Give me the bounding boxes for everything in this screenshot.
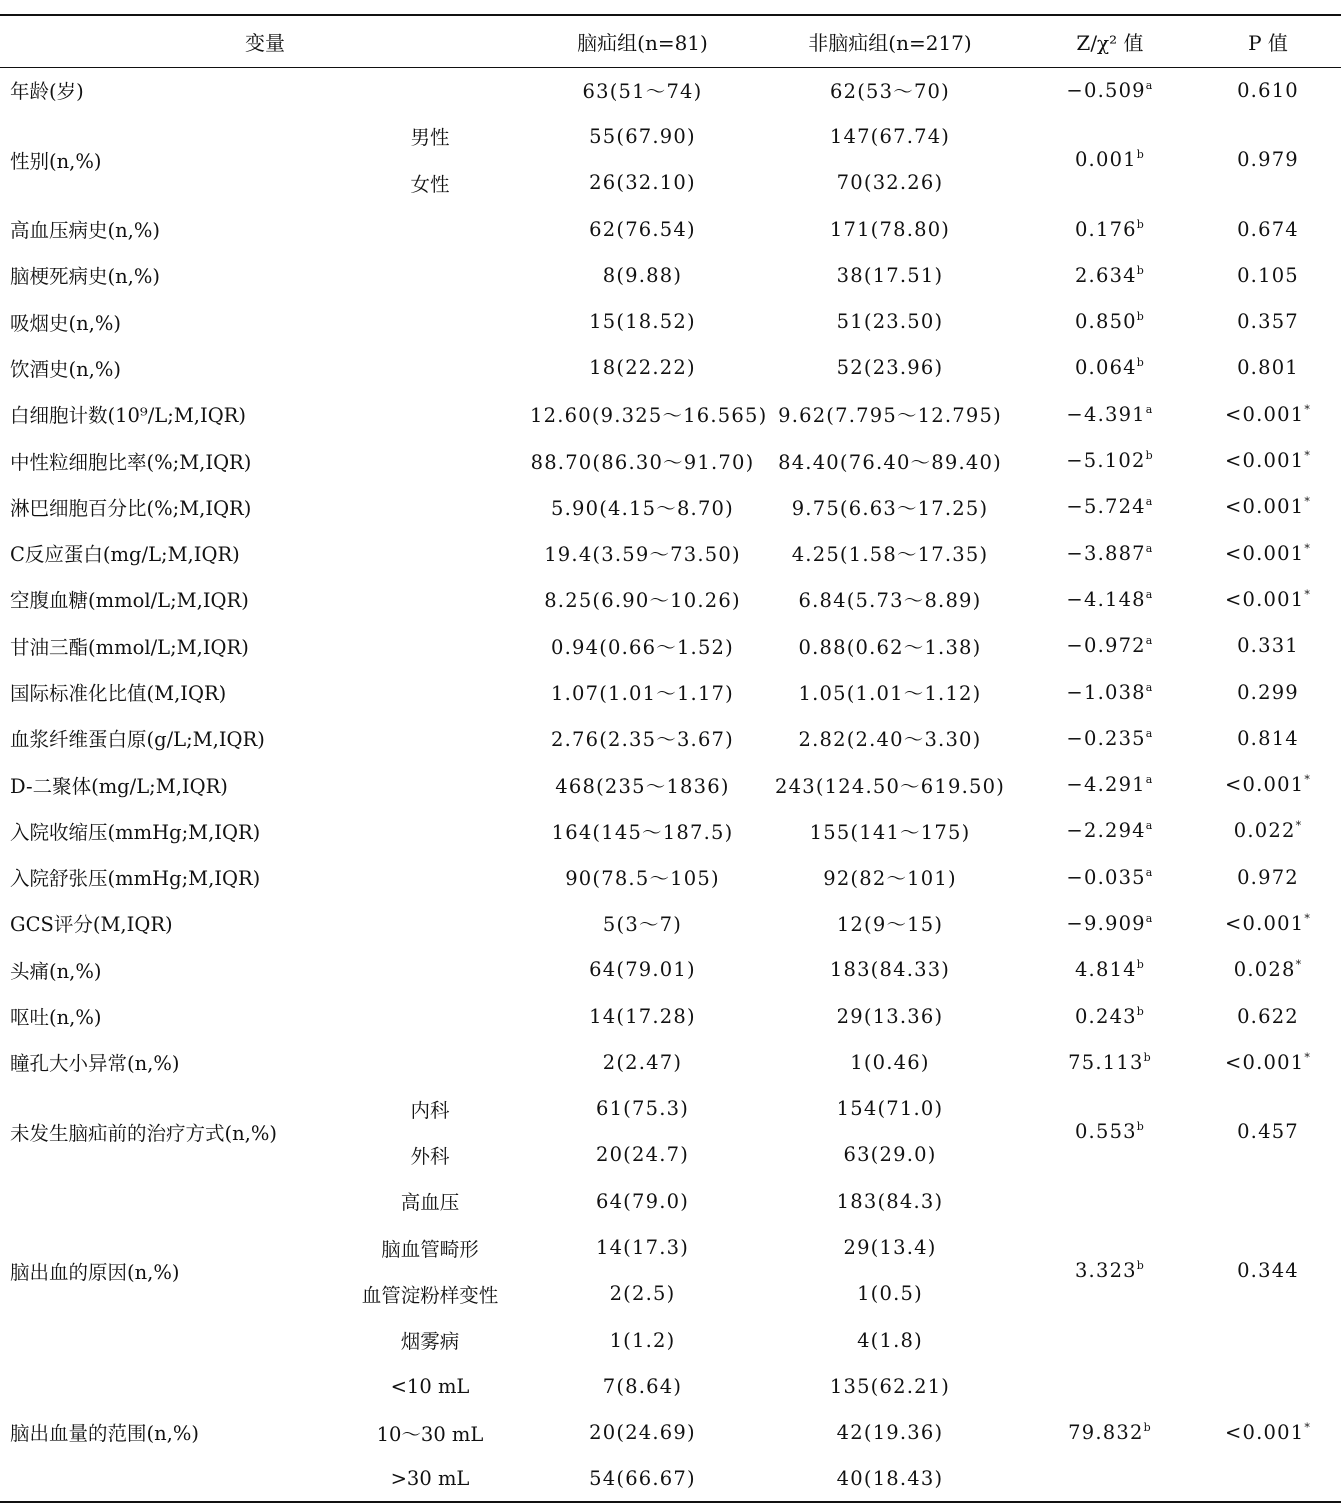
table-row [0, 715, 1341, 761]
subgroup-cell [330, 761, 530, 807]
group1-cell: 2(2.5) [609, 1282, 676, 1306]
stat-value: −4.148 [1066, 587, 1146, 611]
stat-mark: b [1136, 1259, 1146, 1273]
stat-mark: a [1145, 680, 1154, 694]
table-row [0, 761, 1341, 807]
stat-cell [1025, 947, 1195, 993]
group2-cell: 63(29.0) [843, 1143, 937, 1167]
stat-value: −0.972 [1066, 634, 1146, 658]
p-value: 0.622 [1237, 1004, 1299, 1028]
p-value: <0.001 [1224, 911, 1305, 935]
group1-cell: 5(3～7) [602, 913, 683, 937]
stat-mark: b [1136, 958, 1146, 972]
group1-cell: 90(78.5～105) [565, 867, 720, 891]
table-row [0, 854, 1341, 900]
subgroup-cell [330, 530, 530, 576]
table-row [0, 1039, 1341, 1085]
stat-value: −1.038 [1066, 680, 1146, 704]
p-value: 0.674 [1237, 217, 1299, 241]
stat-mark: b [1136, 356, 1146, 370]
table-row [0, 484, 1341, 530]
table-row [0, 623, 1341, 669]
group1-cell: 1.07(1.01～1.17) [551, 682, 734, 705]
p-value: <0.001 [1224, 402, 1305, 426]
subgroup-cell [330, 993, 530, 1039]
subgroup-cell: 内科 [410, 1098, 450, 1122]
group1-cell: 164(145～187.5) [551, 820, 734, 844]
p-value: 0.331 [1237, 634, 1299, 658]
p-cell [1195, 530, 1341, 576]
p-mark: * [1304, 911, 1312, 925]
stat-mark: a [1145, 634, 1154, 648]
group2-cell: 1(0.46) [850, 1050, 930, 1074]
stat-cell [1025, 1039, 1195, 1085]
group1-cell: 14(17.3) [595, 1236, 690, 1260]
group1-cell: 20(24.7) [595, 1143, 690, 1167]
stat-value: −5.102 [1066, 449, 1146, 473]
table-row [0, 391, 1341, 437]
subgroup-cell [330, 1039, 530, 1085]
stat-cell [1025, 1086, 1195, 1179]
p-value: 0.022 [1233, 819, 1296, 843]
p-mark: * [1295, 819, 1303, 833]
stat-cell [1025, 67, 1195, 113]
stat-cell [1025, 669, 1195, 715]
group2-cell: 243(124.50～619.50) [775, 774, 1005, 798]
subgroup-cell [330, 298, 530, 344]
group2-cell: 38(17.51) [836, 263, 944, 287]
group2-cell: 42(19.36) [836, 1421, 944, 1445]
stat-mark: a [1145, 865, 1154, 879]
p-value: <0.001 [1224, 449, 1305, 473]
p-cell [1195, 576, 1341, 622]
p-mark: * [1304, 402, 1312, 416]
group1-cell: 8.25(6.90～10.26) [544, 589, 741, 613]
group2-cell: 52(23.96) [836, 356, 944, 380]
stat-value: 0.243 [1074, 1004, 1137, 1028]
stat-cell [1025, 298, 1195, 344]
group1-cell: 2(2.47) [602, 1050, 683, 1074]
table-row [0, 576, 1341, 622]
stat-value: −0.035 [1066, 865, 1146, 889]
group1-cell: 88.70(86.30～91.70) [530, 450, 755, 474]
p-mark: * [1304, 1050, 1312, 1064]
p-value: 0.610 [1237, 78, 1299, 102]
p-cell [1195, 484, 1341, 530]
stat-value: 0.176 [1074, 217, 1137, 241]
variable-cell: 甘油三酯(mmol/L;M,IQR) [10, 635, 249, 659]
group1-cell: 468(235～1836) [555, 774, 730, 798]
subgroup-cell: 10～30 mL [376, 1422, 484, 1446]
p-cell [1195, 113, 1341, 206]
stat-cell [1025, 576, 1195, 622]
stat-value: 0.001 [1074, 148, 1137, 172]
group2-cell: 155(141～175) [809, 820, 971, 844]
table-body [0, 67, 1341, 1502]
group1-cell: 0.94(0.66～1.52) [551, 635, 734, 659]
subgroup-cell: 男性 [410, 126, 450, 150]
group2-cell: 154(71.0) [836, 1097, 944, 1121]
stat-mark: b [1136, 263, 1146, 277]
header-row [0, 15, 1341, 67]
group2-cell: 2.82(2.40～3.30) [798, 728, 982, 752]
variable-cell: 性别(n,%) [10, 149, 102, 173]
p-value: <0.001 [1224, 587, 1305, 611]
table-row [0, 993, 1341, 1039]
stat-value: −5.724 [1066, 495, 1146, 519]
group1-cell: 2.76(2.35～3.67) [551, 728, 734, 752]
group2-cell: 135(62.21) [829, 1374, 951, 1398]
group2-cell: 40(18.43) [836, 1467, 944, 1491]
variable-cell: GCS评分(M,IQR) [10, 913, 173, 937]
variable-cell: 未发生脑疝前的治疗方式(n,%) [10, 1121, 278, 1145]
group1-cell: 12.60(9.325～16.565) [530, 404, 768, 428]
stat-value: −3.887 [1066, 541, 1146, 565]
p-value: 0.972 [1237, 865, 1299, 889]
stat-cell [1025, 623, 1195, 669]
subgroup-cell [330, 206, 530, 252]
subgroup-cell [330, 715, 530, 761]
variable-cell: 年龄(岁) [10, 80, 84, 104]
stat-cell [1025, 345, 1195, 391]
variable-cell: 白细胞计数(10⁹/L;M,IQR) [10, 404, 246, 428]
table-row [0, 437, 1341, 483]
p-value: 0.105 [1237, 263, 1299, 287]
p-mark: * [1304, 1420, 1312, 1434]
stat-mark: a [1145, 819, 1154, 833]
subgroup-cell [330, 623, 530, 669]
stat-mark: b [1136, 1004, 1146, 1018]
subgroup-cell [330, 669, 530, 715]
group2-cell: 4.25(1.58～17.35) [791, 543, 989, 567]
stat-mark: b [1143, 1420, 1152, 1434]
subgroup-cell [330, 437, 530, 483]
table-row [0, 113, 1341, 159]
stat-mark: b [1136, 1120, 1146, 1134]
group2-cell: 1(0.5) [857, 1282, 923, 1306]
p-value: 0.344 [1237, 1259, 1299, 1283]
stat-mark: a [1145, 495, 1154, 509]
p-value: <0.001 [1224, 495, 1305, 519]
header-p: P 值 [1195, 15, 1341, 67]
header-variable: 变量 [0, 15, 530, 67]
variable-cell: 吸烟史(n,%) [10, 311, 122, 335]
p-value: 0.801 [1237, 356, 1299, 380]
group1-cell: 5.90(4.15～8.70) [551, 496, 734, 520]
p-value: <0.001 [1224, 541, 1305, 565]
variable-cell: 淋巴细胞百分比(%;M,IQR) [10, 496, 252, 520]
p-cell [1195, 206, 1341, 252]
p-cell [1195, 345, 1341, 391]
stat-value: −4.391 [1066, 402, 1146, 426]
p-cell [1195, 1086, 1341, 1179]
stat-mark: b [1145, 449, 1154, 463]
group1-cell: 1(1.2) [609, 1328, 676, 1352]
stat-cell [1025, 484, 1195, 530]
table-row [0, 1178, 1341, 1224]
stat-cell [1025, 391, 1195, 437]
group2-cell: 0.88(0.62～1.38) [798, 635, 982, 659]
subgroup-cell [330, 808, 530, 854]
variable-cell: 高血压病史(n,%) [10, 219, 161, 243]
variable-cell: 中性粒细胞比率(%;M,IQR) [10, 450, 252, 474]
stat-mark: a [1145, 726, 1154, 740]
p-mark: * [1304, 449, 1312, 463]
group1-cell: 26(32.10) [589, 171, 696, 195]
group2-cell: 92(82～101) [823, 867, 957, 891]
p-value: 0.457 [1237, 1120, 1299, 1144]
variable-cell: 入院舒张压(mmHg;M,IQR) [10, 867, 261, 891]
variable-cell: 空腹血糖(mmol/L;M,IQR) [10, 589, 249, 613]
group2-cell: 51(23.50) [836, 310, 944, 334]
subgroup-cell: >30 mL [390, 1467, 470, 1491]
p-cell [1195, 437, 1341, 483]
stat-cell [1025, 808, 1195, 854]
group2-cell: 171(78.80) [829, 217, 951, 241]
p-cell [1195, 715, 1341, 761]
group2-cell: 6.84(5.73～8.89) [798, 589, 982, 613]
table-row [0, 530, 1341, 576]
stat-value: 0.064 [1074, 356, 1137, 380]
group1-cell: 15(18.52) [589, 310, 696, 334]
table-row [0, 67, 1341, 113]
subgroup-cell: 血管淀粉样变性 [361, 1283, 499, 1307]
table-row [0, 1363, 1341, 1409]
stat-cell [1025, 252, 1195, 298]
group2-cell: 29(13.4) [843, 1236, 937, 1260]
p-value: 0.299 [1237, 680, 1299, 704]
subgroup-cell: 脑血管畸形 [381, 1237, 479, 1261]
stat-cell [1025, 530, 1195, 576]
table-row [0, 947, 1341, 993]
stat-mark: a [1145, 541, 1154, 555]
p-mark: * [1304, 541, 1312, 555]
variable-cell: 头痛(n,%) [10, 959, 102, 983]
subgroup-cell: 外科 [410, 1144, 450, 1168]
subgroup-cell [330, 484, 530, 530]
p-cell [1195, 947, 1341, 993]
stat-cell [1025, 113, 1195, 206]
group1-cell: 55(67.90) [589, 124, 696, 148]
subgroup-cell [330, 947, 530, 993]
stat-cell [1025, 1363, 1195, 1502]
subgroup-cell: 烟雾病 [400, 1330, 460, 1354]
subgroup-cell [330, 854, 530, 900]
stat-mark: a [1145, 911, 1154, 925]
variable-cell: 国际标准化比值(M,IQR) [10, 682, 227, 705]
subgroup-cell: 高血压 [400, 1191, 460, 1215]
p-cell [1195, 761, 1341, 807]
stat-mark: b [1136, 148, 1146, 162]
stat-mark: a [1145, 587, 1154, 601]
variable-cell: D-二聚体(mg/L;M,IQR) [10, 774, 228, 798]
p-cell [1195, 993, 1341, 1039]
p-mark: * [1304, 773, 1312, 787]
group1-cell: 64(79.0) [595, 1189, 690, 1213]
p-cell [1195, 67, 1341, 113]
p-cell [1195, 808, 1341, 854]
group1-cell: 61(75.3) [595, 1097, 690, 1121]
header-group1: 脑疝组(n=81) [530, 15, 755, 67]
stat-mark: a [1145, 402, 1154, 416]
stat-value: 79.832 [1068, 1420, 1144, 1444]
group1-cell: 14(17.28) [589, 1004, 696, 1028]
p-cell [1195, 391, 1341, 437]
group2-cell: 4(1.8) [857, 1328, 923, 1352]
group2-cell: 9.62(7.795～12.795) [778, 404, 1002, 428]
variable-cell: 饮酒史(n,%) [10, 357, 122, 381]
p-mark: * [1304, 495, 1312, 509]
group2-cell: 29(13.36) [836, 1004, 944, 1028]
group2-cell: 9.75(6.63～17.25) [791, 496, 989, 520]
p-value: 0.357 [1237, 310, 1299, 334]
p-cell [1195, 1039, 1341, 1085]
p-mark: * [1304, 587, 1312, 601]
variable-cell: 瞳孔大小异常(n,%) [10, 1052, 180, 1076]
stat-value: −0.509 [1066, 78, 1146, 102]
table-row [0, 808, 1341, 854]
group2-cell: 12(9～15) [836, 913, 944, 937]
stat-value: 0.553 [1074, 1120, 1137, 1144]
p-cell [1195, 900, 1341, 946]
group2-cell: 147(67.74) [829, 124, 951, 148]
table-row [0, 900, 1341, 946]
variable-cell: C反应蛋白(mg/L;M,IQR) [10, 543, 240, 567]
stat-cell [1025, 761, 1195, 807]
stat-cell [1025, 900, 1195, 946]
p-value: 0.979 [1237, 148, 1299, 172]
group1-cell: 18(22.22) [589, 356, 696, 380]
stat-cell [1025, 1178, 1195, 1363]
table-row [0, 1086, 1341, 1132]
header-stat: Z/χ² 值 [1025, 15, 1195, 67]
group2-cell: 70(32.26) [836, 171, 944, 195]
stat-cell [1025, 437, 1195, 483]
p-value: <0.001 [1224, 1420, 1305, 1444]
stat-value: 4.814 [1074, 958, 1137, 982]
group2-cell: 84.40(76.40～89.40) [778, 450, 1002, 474]
p-cell [1195, 623, 1341, 669]
stat-value: −4.291 [1066, 773, 1146, 797]
p-cell [1195, 854, 1341, 900]
stat-cell [1025, 206, 1195, 252]
subgroup-cell [330, 67, 530, 113]
group1-cell: 62(76.54) [589, 217, 696, 241]
p-cell [1195, 1178, 1341, 1363]
group1-cell: 19.4(3.59～73.50) [544, 543, 741, 567]
stat-mark: a [1145, 773, 1154, 787]
stat-value: −0.235 [1066, 726, 1146, 750]
variable-cell: 脑梗死病史(n,%) [10, 265, 161, 289]
p-value: <0.001 [1224, 773, 1305, 797]
variable-cell: 呕吐(n,%) [10, 1006, 102, 1030]
stat-value: −2.294 [1066, 819, 1146, 843]
p-cell [1195, 298, 1341, 344]
stat-value: 0.850 [1074, 310, 1137, 334]
stat-mark: a [1145, 78, 1154, 92]
header-group2: 非脑疝组(n=217) [755, 15, 1025, 67]
group2-cell: 183(84.3) [836, 1189, 944, 1213]
subgroup-cell [330, 252, 530, 298]
subgroup-cell [330, 576, 530, 622]
p-cell [1195, 252, 1341, 298]
group1-cell: 64(79.01) [589, 958, 696, 982]
table-row [0, 252, 1341, 298]
table-row [0, 345, 1341, 391]
group2-cell: 183(84.33) [829, 958, 951, 982]
table-row [0, 298, 1341, 344]
subgroup-cell: <10 mL [390, 1374, 470, 1398]
stat-cell [1025, 993, 1195, 1039]
p-value: 0.814 [1237, 726, 1299, 750]
stat-value: 3.323 [1074, 1259, 1137, 1283]
group1-cell: 63(51～74) [582, 80, 703, 104]
stat-cell [1025, 854, 1195, 900]
stat-mark: b [1143, 1050, 1152, 1064]
subgroup-cell [330, 345, 530, 391]
group1-cell: 7(8.64) [602, 1374, 683, 1398]
group1-cell: 8(9.88) [602, 263, 683, 287]
variable-cell: 血浆纤维蛋白原(g/L;M,IQR) [10, 728, 265, 752]
p-mark: * [1295, 958, 1303, 972]
group1-cell: 54(66.67) [589, 1467, 696, 1491]
group2-cell: 62(53～70) [830, 80, 950, 104]
p-cell [1195, 1363, 1341, 1502]
table-row [0, 206, 1341, 252]
p-cell [1195, 669, 1341, 715]
comparison-table [0, 14, 1341, 1503]
variable-cell: 脑出血量的范围(n,%) [10, 1422, 200, 1446]
subgroup-cell: 女性 [410, 172, 450, 196]
stat-value: 75.113 [1068, 1050, 1144, 1074]
p-value: 0.028 [1233, 958, 1296, 982]
group1-cell: 20(24.69) [589, 1421, 696, 1445]
subgroup-cell [330, 900, 530, 946]
stat-cell [1025, 715, 1195, 761]
stat-mark: b [1136, 310, 1146, 324]
p-value: <0.001 [1224, 1050, 1305, 1074]
stat-value: 2.634 [1074, 263, 1137, 287]
group2-cell: 1.05(1.01～1.12) [798, 682, 982, 705]
variable-cell: 入院收缩压(mmHg;M,IQR) [10, 820, 261, 844]
table-row [0, 669, 1341, 715]
stat-mark: b [1136, 217, 1146, 231]
stat-value: −9.909 [1066, 911, 1146, 935]
subgroup-cell [330, 391, 530, 437]
variable-cell: 脑出血的原因(n,%) [10, 1260, 180, 1284]
